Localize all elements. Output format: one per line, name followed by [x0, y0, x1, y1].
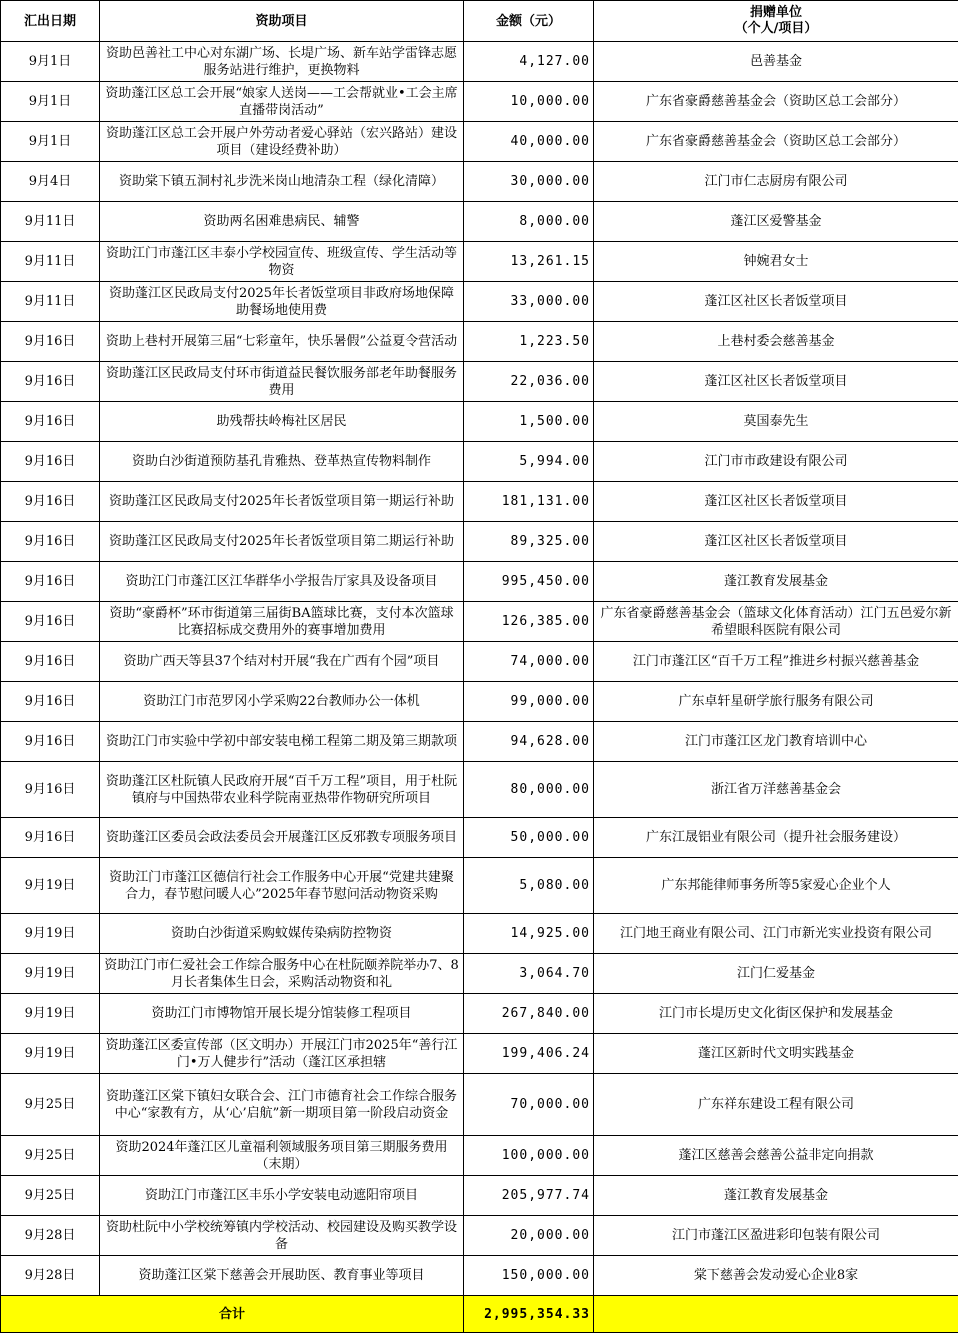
total-empty: [594, 1296, 958, 1333]
row-project: 资助2024年蓬江区儿童福利领域服务项目第三期服务费用（末期）: [100, 1136, 464, 1176]
row-amount: 1,500.00: [464, 402, 594, 442]
row-amount: 10,000.00: [464, 82, 594, 122]
row-project: 资助上巷村开展第三届“七彩童年，快乐暑假”公益夏令营活动: [100, 322, 464, 362]
header-donor: [594, 1, 958, 42]
row-amount: 89,325.00: [464, 522, 594, 562]
row-project: 资助江门市蓬江区德信行社会工作服务中心开展“党建共建聚合力，春节慰问暖人心”2025年春节慰问活动物资采购: [100, 858, 464, 914]
table-row: [1, 162, 958, 202]
table-row: [1, 562, 958, 602]
table-row: [1, 522, 958, 562]
table-row: [1, 1216, 958, 1256]
row-donor: 广东江晟铝业有限公司（提升社会服务建设）: [594, 818, 958, 858]
table-row: [1, 282, 958, 322]
row-donor: 蓬江区新时代文明实践基金: [594, 1034, 958, 1074]
row-donor: 广东省豪爵慈善基金会（资助区总工会部分）: [594, 82, 958, 122]
row-project: 资助白沙街道预防基孔肯雅热、登革热宣传物料制作: [100, 442, 464, 482]
row-donor: 钟婉君女士: [594, 242, 958, 282]
row-donor: 江门市市政建设有限公司: [594, 442, 958, 482]
table-row: [1, 994, 958, 1034]
row-donor: 广东省豪爵慈善基金会（资助区总工会部分）: [594, 122, 958, 162]
row-donor: 蓬江区社区长者饭堂项目: [594, 282, 958, 322]
row-date: 9月16日: [1, 722, 100, 762]
table-row: [1, 858, 958, 914]
row-donor: 江门仁爱基金: [594, 954, 958, 994]
header-donor-line1: 捐赠单位: [749, 5, 802, 20]
row-donor: 江门市仁志厨房有限公司: [594, 162, 958, 202]
row-date: 9月19日: [1, 994, 100, 1034]
table-row: [1, 122, 958, 162]
table-row: [1, 1074, 958, 1136]
total-label: 合计: [1, 1296, 464, 1333]
row-date: 9月4日: [1, 162, 100, 202]
row-date: 9月25日: [1, 1176, 100, 1216]
row-date: 9月16日: [1, 402, 100, 442]
row-project: 资助蓬江区民政局支付2025年长者饭堂项目第一期运行补助: [100, 482, 464, 522]
row-date: 9月16日: [1, 818, 100, 858]
row-project: 资助棠下镇五洞村礼步洗米岗山地清杂工程（绿化清障）: [100, 162, 464, 202]
table-row: [1, 482, 958, 522]
row-amount: 30,000.00: [464, 162, 594, 202]
table-row: [1, 442, 958, 482]
table-body: [1, 42, 958, 1296]
row-date: 9月16日: [1, 762, 100, 818]
row-project: 资助蓬江区民政局支付环市街道益民餐饮服务部老年助餐服务费用: [100, 362, 464, 402]
row-donor: 上巷村委会慈善基金: [594, 322, 958, 362]
table-row: [1, 602, 958, 642]
row-donor: 莫国泰先生: [594, 402, 958, 442]
table-row: [1, 42, 958, 82]
table-row: [1, 954, 958, 994]
row-donor: 江门市蓬江区“百千万工程”推进乡村振兴慈善基金: [594, 642, 958, 682]
row-amount: 8,000.00: [464, 202, 594, 242]
row-amount: 99,000.00: [464, 682, 594, 722]
row-project: 资助蓬江区杜阮镇人民政府开展“百千万工程”项目，用于杜阮镇府与中国热带农业科学院南亚热带作物研究所项目: [100, 762, 464, 818]
row-donor: 广东祥东建设工程有限公司: [594, 1074, 958, 1136]
row-project: 资助蓬江区棠下慈善会开展助医、教育事业等项目: [100, 1256, 464, 1296]
row-donor: 蓬江教育发展基金: [594, 562, 958, 602]
row-donor: 蓬江教育发展基金: [594, 1176, 958, 1216]
row-date: 9月11日: [1, 242, 100, 282]
row-amount: 150,000.00: [464, 1256, 594, 1296]
row-amount: 5,080.00: [464, 858, 594, 914]
row-date: 9月16日: [1, 602, 100, 642]
row-donor: 蓬江区社区长者饭堂项目: [594, 522, 958, 562]
row-donor: 蓬江区社区长者饭堂项目: [594, 482, 958, 522]
row-donor: 江门市蓬江区龙门教育培训中心: [594, 722, 958, 762]
row-project: 资助杜阮中小学校统筹镇内学校活动、校园建设及购买教学设备: [100, 1216, 464, 1256]
row-project: 资助江门市博物馆开展长堤分馆装修工程项目: [100, 994, 464, 1034]
row-date: 9月16日: [1, 442, 100, 482]
row-donor: 广东卓轩星研学旅行服务有限公司: [594, 682, 958, 722]
row-project: 资助江门市实验中学初中部安装电梯工程第二期及第三期款项: [100, 722, 464, 762]
row-date: 9月1日: [1, 42, 100, 82]
row-date: 9月16日: [1, 482, 100, 522]
row-project: 资助江门市蓬江区江华群华小学报告厅家具及设备项目: [100, 562, 464, 602]
row-amount: 181,131.00: [464, 482, 594, 522]
table-row: [1, 202, 958, 242]
header-donor-line2: （个人/项目）: [734, 21, 818, 36]
row-date: 9月19日: [1, 858, 100, 914]
row-date: 9月25日: [1, 1074, 100, 1136]
row-amount: 205,977.74: [464, 1176, 594, 1216]
table-row: [1, 402, 958, 442]
row-amount: 4,127.00: [464, 42, 594, 82]
header-row: [1, 1, 958, 42]
row-amount: 14,925.00: [464, 914, 594, 954]
row-amount: 13,261.15: [464, 242, 594, 282]
row-amount: 80,000.00: [464, 762, 594, 818]
row-amount: 100,000.00: [464, 1136, 594, 1176]
table-row: [1, 362, 958, 402]
row-donor: 棠下慈善会发动爱心企业8家: [594, 1256, 958, 1296]
row-project: 资助蓬江区民政局支付2025年长者饭堂项目第二期运行补助: [100, 522, 464, 562]
table-row: [1, 1176, 958, 1216]
row-date: 9月16日: [1, 642, 100, 682]
row-date: 9月16日: [1, 682, 100, 722]
row-amount: 94,628.00: [464, 722, 594, 762]
row-date: 9月19日: [1, 1034, 100, 1074]
row-date: 9月25日: [1, 1136, 100, 1176]
table-row: [1, 762, 958, 818]
table-row: [1, 242, 958, 282]
row-donor: 邑善基金: [594, 42, 958, 82]
row-amount: 199,406.24: [464, 1034, 594, 1074]
row-date: 9月1日: [1, 82, 100, 122]
row-date: 9月16日: [1, 362, 100, 402]
total-amount: 2,995,354.33: [464, 1296, 594, 1333]
table-row: [1, 818, 958, 858]
row-donor: 浙江省万洋慈善基金会: [594, 762, 958, 818]
row-project: 资助蓬江区总工会开展户外劳动者爱心驿站（宏兴路站）建设项目（建设经费补助）: [100, 122, 464, 162]
row-date: 9月11日: [1, 282, 100, 322]
row-project: 资助蓬江区委宣传部（区文明办）开展江门市2025年“善行江门•万人健步行”活动（蓬江区承担辖: [100, 1034, 464, 1074]
row-amount: 50,000.00: [464, 818, 594, 858]
row-donor: 蓬江区慈善会慈善公益非定向捐款: [594, 1136, 958, 1176]
row-date: 9月11日: [1, 202, 100, 242]
row-date: 9月16日: [1, 562, 100, 602]
row-date: 9月16日: [1, 322, 100, 362]
row-date: 9月28日: [1, 1256, 100, 1296]
row-project: 资助蓬江区总工会开展“娘家人送岗——工会帮就业•工会主席直播带岗活动”: [100, 82, 464, 122]
row-amount: 3,064.70: [464, 954, 594, 994]
row-amount: 267,840.00: [464, 994, 594, 1034]
table-row: [1, 1136, 958, 1176]
row-amount: 22,036.00: [464, 362, 594, 402]
row-amount: 5,994.00: [464, 442, 594, 482]
row-date: 9月16日: [1, 522, 100, 562]
row-donor: 蓬江区社区长者饭堂项目: [594, 362, 958, 402]
header-date: 汇出日期: [1, 1, 100, 42]
header-amount: 金额（元）: [464, 1, 594, 42]
row-project: 资助广西天等县37个结对村开展“我在广西有个园”项目: [100, 642, 464, 682]
row-amount: 40,000.00: [464, 122, 594, 162]
row-date: 9月19日: [1, 954, 100, 994]
row-date: 9月19日: [1, 914, 100, 954]
table-row: [1, 82, 958, 122]
table-row: [1, 322, 958, 362]
row-project: 资助江门市蓬江区丰泰小学校园宣传、班级宣传、学生活动等物资: [100, 242, 464, 282]
row-project: 资助江门市范罗冈小学采购22台教师办公一体机: [100, 682, 464, 722]
row-amount: 74,000.00: [464, 642, 594, 682]
row-amount: 20,000.00: [464, 1216, 594, 1256]
row-donor: 江门市长堤历史文化街区保护和发展基金: [594, 994, 958, 1034]
row-project: 资助蓬江区委员会政法委员会开展蓬江区反邪教专项服务项目: [100, 818, 464, 858]
table-row: [1, 1034, 958, 1074]
row-amount: 126,385.00: [464, 602, 594, 642]
row-date: 9月28日: [1, 1216, 100, 1256]
row-date: 9月1日: [1, 122, 100, 162]
table-row: [1, 642, 958, 682]
header-project: 资助项目: [100, 1, 464, 42]
row-amount: 70,000.00: [464, 1074, 594, 1136]
total-row: [1, 1296, 958, 1333]
table-row: [1, 1256, 958, 1296]
row-donor: 广东省豪爵慈善基金会（篮球文化体育活动）江门五邑爱尔新希望眼科医院有限公司: [594, 602, 958, 642]
table-row: [1, 722, 958, 762]
row-amount: 1,223.50: [464, 322, 594, 362]
row-project: 助残帮扶岭梅社区居民: [100, 402, 464, 442]
row-donor: 江门地王商业有限公司、江门市新光实业投资有限公司: [594, 914, 958, 954]
row-project: 资助邑善社工中心对东湖广场、长堤广场、新车站学雷锋志愿服务站进行维护，更换物料: [100, 42, 464, 82]
row-donor: 江门市蓬江区盈进彩印包装有限公司: [594, 1216, 958, 1256]
row-amount: 995,450.00: [464, 562, 594, 602]
row-project: 资助蓬江区棠下镇妇女联合会、江门市德育社会工作综合服务中心“家教有方，从‘心’启航”新一期项目第一阶段启动资金: [100, 1074, 464, 1136]
row-donor: 蓬江区爱警基金: [594, 202, 958, 242]
row-donor: 广东邦能律师事务所等5家爱心企业个人: [594, 858, 958, 914]
row-project: 资助白沙街道采购蚊媒传染病防控物资: [100, 914, 464, 954]
table-row: [1, 682, 958, 722]
row-project: 资助蓬江区民政局支付2025年长者饭堂项目非政府场地保障助餐场地使用费: [100, 282, 464, 322]
row-amount: 33,000.00: [464, 282, 594, 322]
row-project: 资助“豪爵杯”环市街道第三届街BA篮球比赛，支付本次篮球比赛招标成交费用外的赛事增加费用: [100, 602, 464, 642]
row-project: 资助江门市蓬江区丰乐小学安装电动遮阳帘项目: [100, 1176, 464, 1216]
row-project: 资助两名困难患病民、辅警: [100, 202, 464, 242]
row-project: 资助江门市仁爱社会工作综合服务中心在杜阮颐养院举办7、8月长者集体生日会，采购活动物资和礼: [100, 954, 464, 994]
table-row: [1, 914, 958, 954]
